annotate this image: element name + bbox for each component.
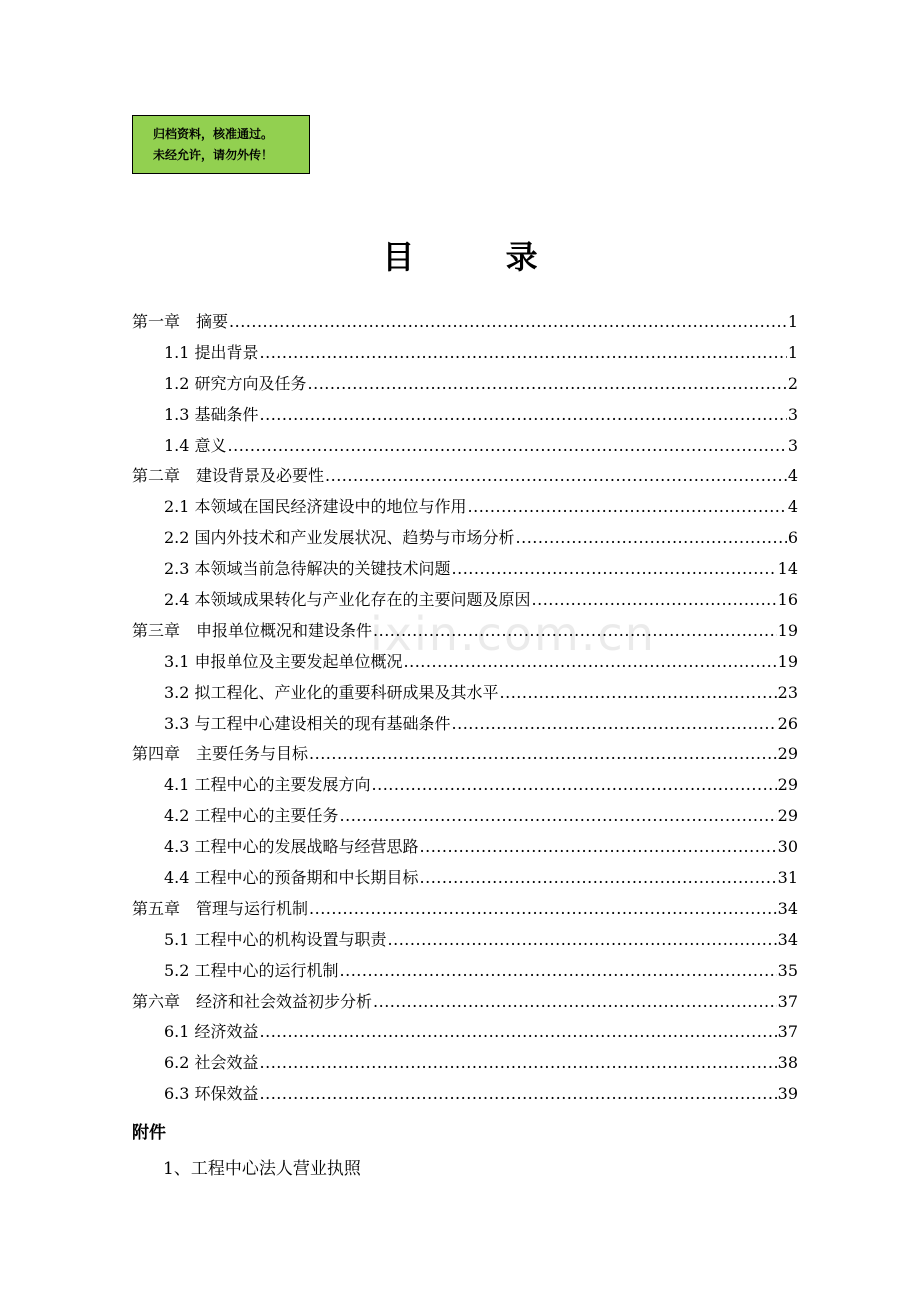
- toc-dot-leader: [420, 863, 777, 894]
- toc-entry-title: 第六章 经济和社会效益初步分析: [132, 991, 373, 1011]
- toc-dot-leader: [229, 307, 787, 338]
- toc-entry-title: 5.2 工程中心的运行机制: [164, 960, 339, 980]
- archive-notice-box: [132, 115, 310, 174]
- archive-notice-line-2: 未经允许，请勿外传！: [153, 148, 274, 162]
- toc-chapter-entry[interactable]: [132, 987, 798, 1018]
- toc-page-number: 35: [777, 960, 798, 980]
- toc-dot-leader: [340, 956, 777, 987]
- toc-entry-title: 6.2 社会效益: [164, 1053, 259, 1073]
- toc-entry-title: 2.4 本领域成果转化与产业化存在的主要问题及原因: [164, 590, 531, 610]
- toc-entry-title: 3.3 与工程中心建设相关的现有基础条件: [164, 713, 451, 733]
- toc-page-number: 29: [777, 744, 798, 764]
- toc-entry-title: 2.3 本领域当前急待解决的关键技术问题: [164, 559, 451, 579]
- toc-entry-title: 1.3 基础条件: [164, 404, 259, 424]
- toc-page-number: 37: [777, 1022, 798, 1042]
- toc-section-entry[interactable]: [132, 709, 798, 740]
- toc-section-entry[interactable]: [132, 369, 798, 400]
- toc-dot-leader: [325, 461, 787, 492]
- toc-page-number: 19: [777, 620, 798, 640]
- toc-page-number: 1: [787, 342, 798, 362]
- toc-entry-title: 4.4 工程中心的预备期和中长期目标: [164, 868, 419, 888]
- toc-dot-leader: [388, 925, 777, 956]
- toc-page-number: 23: [777, 682, 798, 702]
- toc-page-number: 4: [787, 497, 798, 517]
- table-of-contents: [132, 307, 798, 1110]
- appendix-item: 1、工程中心法人营业执照: [163, 1159, 361, 1179]
- toc-section-entry[interactable]: [132, 431, 798, 462]
- toc-section-entry[interactable]: [132, 678, 798, 709]
- toc-dot-leader: [309, 894, 777, 925]
- toc-section-entry[interactable]: [132, 400, 798, 431]
- toc-section-entry[interactable]: [132, 338, 798, 369]
- toc-dot-leader: [309, 739, 777, 770]
- toc-dot-leader: [420, 832, 777, 863]
- toc-entry-title: 4.2 工程中心的主要任务: [164, 806, 339, 826]
- toc-page-number: 34: [777, 898, 798, 918]
- page-title: 目 录: [382, 238, 578, 276]
- toc-chapter-entry[interactable]: [132, 894, 798, 925]
- toc-entry-title: 第五章 管理与运行机制: [132, 898, 309, 918]
- toc-section-entry[interactable]: [132, 647, 798, 678]
- toc-dot-leader: [452, 709, 777, 740]
- toc-page-number: 3: [787, 435, 798, 455]
- toc-dot-leader: [516, 523, 787, 554]
- toc-entry-title: 第三章 申报单位概况和建设条件: [132, 620, 373, 640]
- toc-section-entry[interactable]: [132, 925, 798, 956]
- toc-section-entry[interactable]: [132, 585, 798, 616]
- toc-dot-leader: [308, 369, 787, 400]
- toc-dot-leader: [260, 1017, 777, 1048]
- toc-page-number: 1: [787, 312, 798, 331]
- toc-dot-leader: [260, 400, 787, 431]
- toc-dot-leader: [373, 616, 777, 647]
- toc-section-entry[interactable]: [132, 1048, 798, 1079]
- toc-entry-title: 6.3 环保效益: [164, 1084, 259, 1104]
- toc-entry-title: 1.1 提出背景: [164, 342, 259, 362]
- toc-entry-title: 2.2 国内外技术和产业发展状况、趋势与市场分析: [164, 528, 515, 548]
- toc-entry-title: 1.4 意义: [164, 435, 227, 455]
- toc-entry-title: 第四章 主要任务与目标: [132, 744, 309, 764]
- toc-section-entry[interactable]: [132, 863, 798, 894]
- toc-dot-leader: [468, 492, 787, 523]
- toc-page-number: 2: [787, 373, 798, 393]
- toc-entry-title: 2.1 本领域在国民经济建设中的地位与作用: [164, 497, 467, 517]
- toc-page-number: 6: [787, 528, 798, 548]
- toc-dot-leader: [500, 678, 777, 709]
- toc-section-entry[interactable]: [132, 1079, 798, 1110]
- toc-section-entry[interactable]: [132, 770, 798, 801]
- toc-dot-leader: [340, 801, 777, 832]
- toc-entry-title: 3.1 申报单位及主要发起单位概况: [164, 651, 403, 671]
- toc-chapter-entry[interactable]: [132, 307, 798, 338]
- toc-entry-title: 第二章 建设背景及必要性: [132, 466, 325, 486]
- toc-page-number: 26: [777, 713, 798, 733]
- toc-entry-title: 4.3 工程中心的发展战略与经营思路: [164, 837, 419, 857]
- toc-page-number: 4: [787, 466, 798, 486]
- watermark: ixin.com.cn: [370, 607, 656, 661]
- toc-entry-title: 第一章 摘要: [132, 312, 229, 331]
- toc-chapter-entry[interactable]: [132, 461, 798, 492]
- toc-chapter-entry[interactable]: [132, 739, 798, 770]
- toc-dot-leader: [404, 647, 777, 678]
- toc-dot-leader: [228, 431, 787, 462]
- toc-page-number: 37: [777, 991, 798, 1011]
- toc-entry-title: 5.1 工程中心的机构设置与职责: [164, 929, 387, 949]
- toc-entry-title: 3.2 拟工程化、产业化的重要科研成果及其水平: [164, 682, 499, 702]
- toc-page-number: 29: [777, 806, 798, 826]
- toc-page-number: 14: [777, 559, 798, 579]
- toc-section-entry[interactable]: [132, 492, 798, 523]
- toc-section-entry[interactable]: [132, 523, 798, 554]
- toc-dot-leader: [373, 987, 777, 1018]
- toc-page-number: 30: [777, 837, 798, 857]
- toc-entry-title: 4.1 工程中心的主要发展方向: [164, 775, 371, 795]
- toc-page-number: 16: [777, 590, 798, 610]
- toc-page-number: 19: [777, 651, 798, 671]
- toc-page-number: 34: [777, 929, 798, 949]
- toc-page-number: 29: [777, 775, 798, 795]
- toc-chapter-entry[interactable]: [132, 616, 798, 647]
- toc-section-entry[interactable]: [132, 956, 798, 987]
- appendix-title: 附件: [132, 1123, 166, 1143]
- toc-page-number: 38: [777, 1053, 798, 1073]
- toc-section-entry[interactable]: [132, 832, 798, 863]
- toc-dot-leader: [452, 554, 777, 585]
- toc-page-number: 3: [787, 404, 798, 424]
- toc-section-entry[interactable]: [132, 801, 798, 832]
- toc-dot-leader: [372, 770, 777, 801]
- toc-entry-title: 1.2 研究方向及任务: [164, 373, 307, 393]
- toc-page-number: 31: [777, 868, 798, 888]
- toc-page-number: 39: [777, 1084, 798, 1104]
- toc-section-entry[interactable]: [132, 1017, 798, 1048]
- toc-dot-leader: [260, 1079, 777, 1110]
- toc-dot-leader: [532, 585, 777, 616]
- toc-section-entry[interactable]: [132, 554, 798, 585]
- archive-notice-line-1: 归档资料，核准通过。: [153, 127, 274, 141]
- toc-entry-title: 6.1 经济效益: [164, 1022, 259, 1042]
- toc-dot-leader: [260, 338, 787, 369]
- toc-dot-leader: [260, 1048, 777, 1079]
